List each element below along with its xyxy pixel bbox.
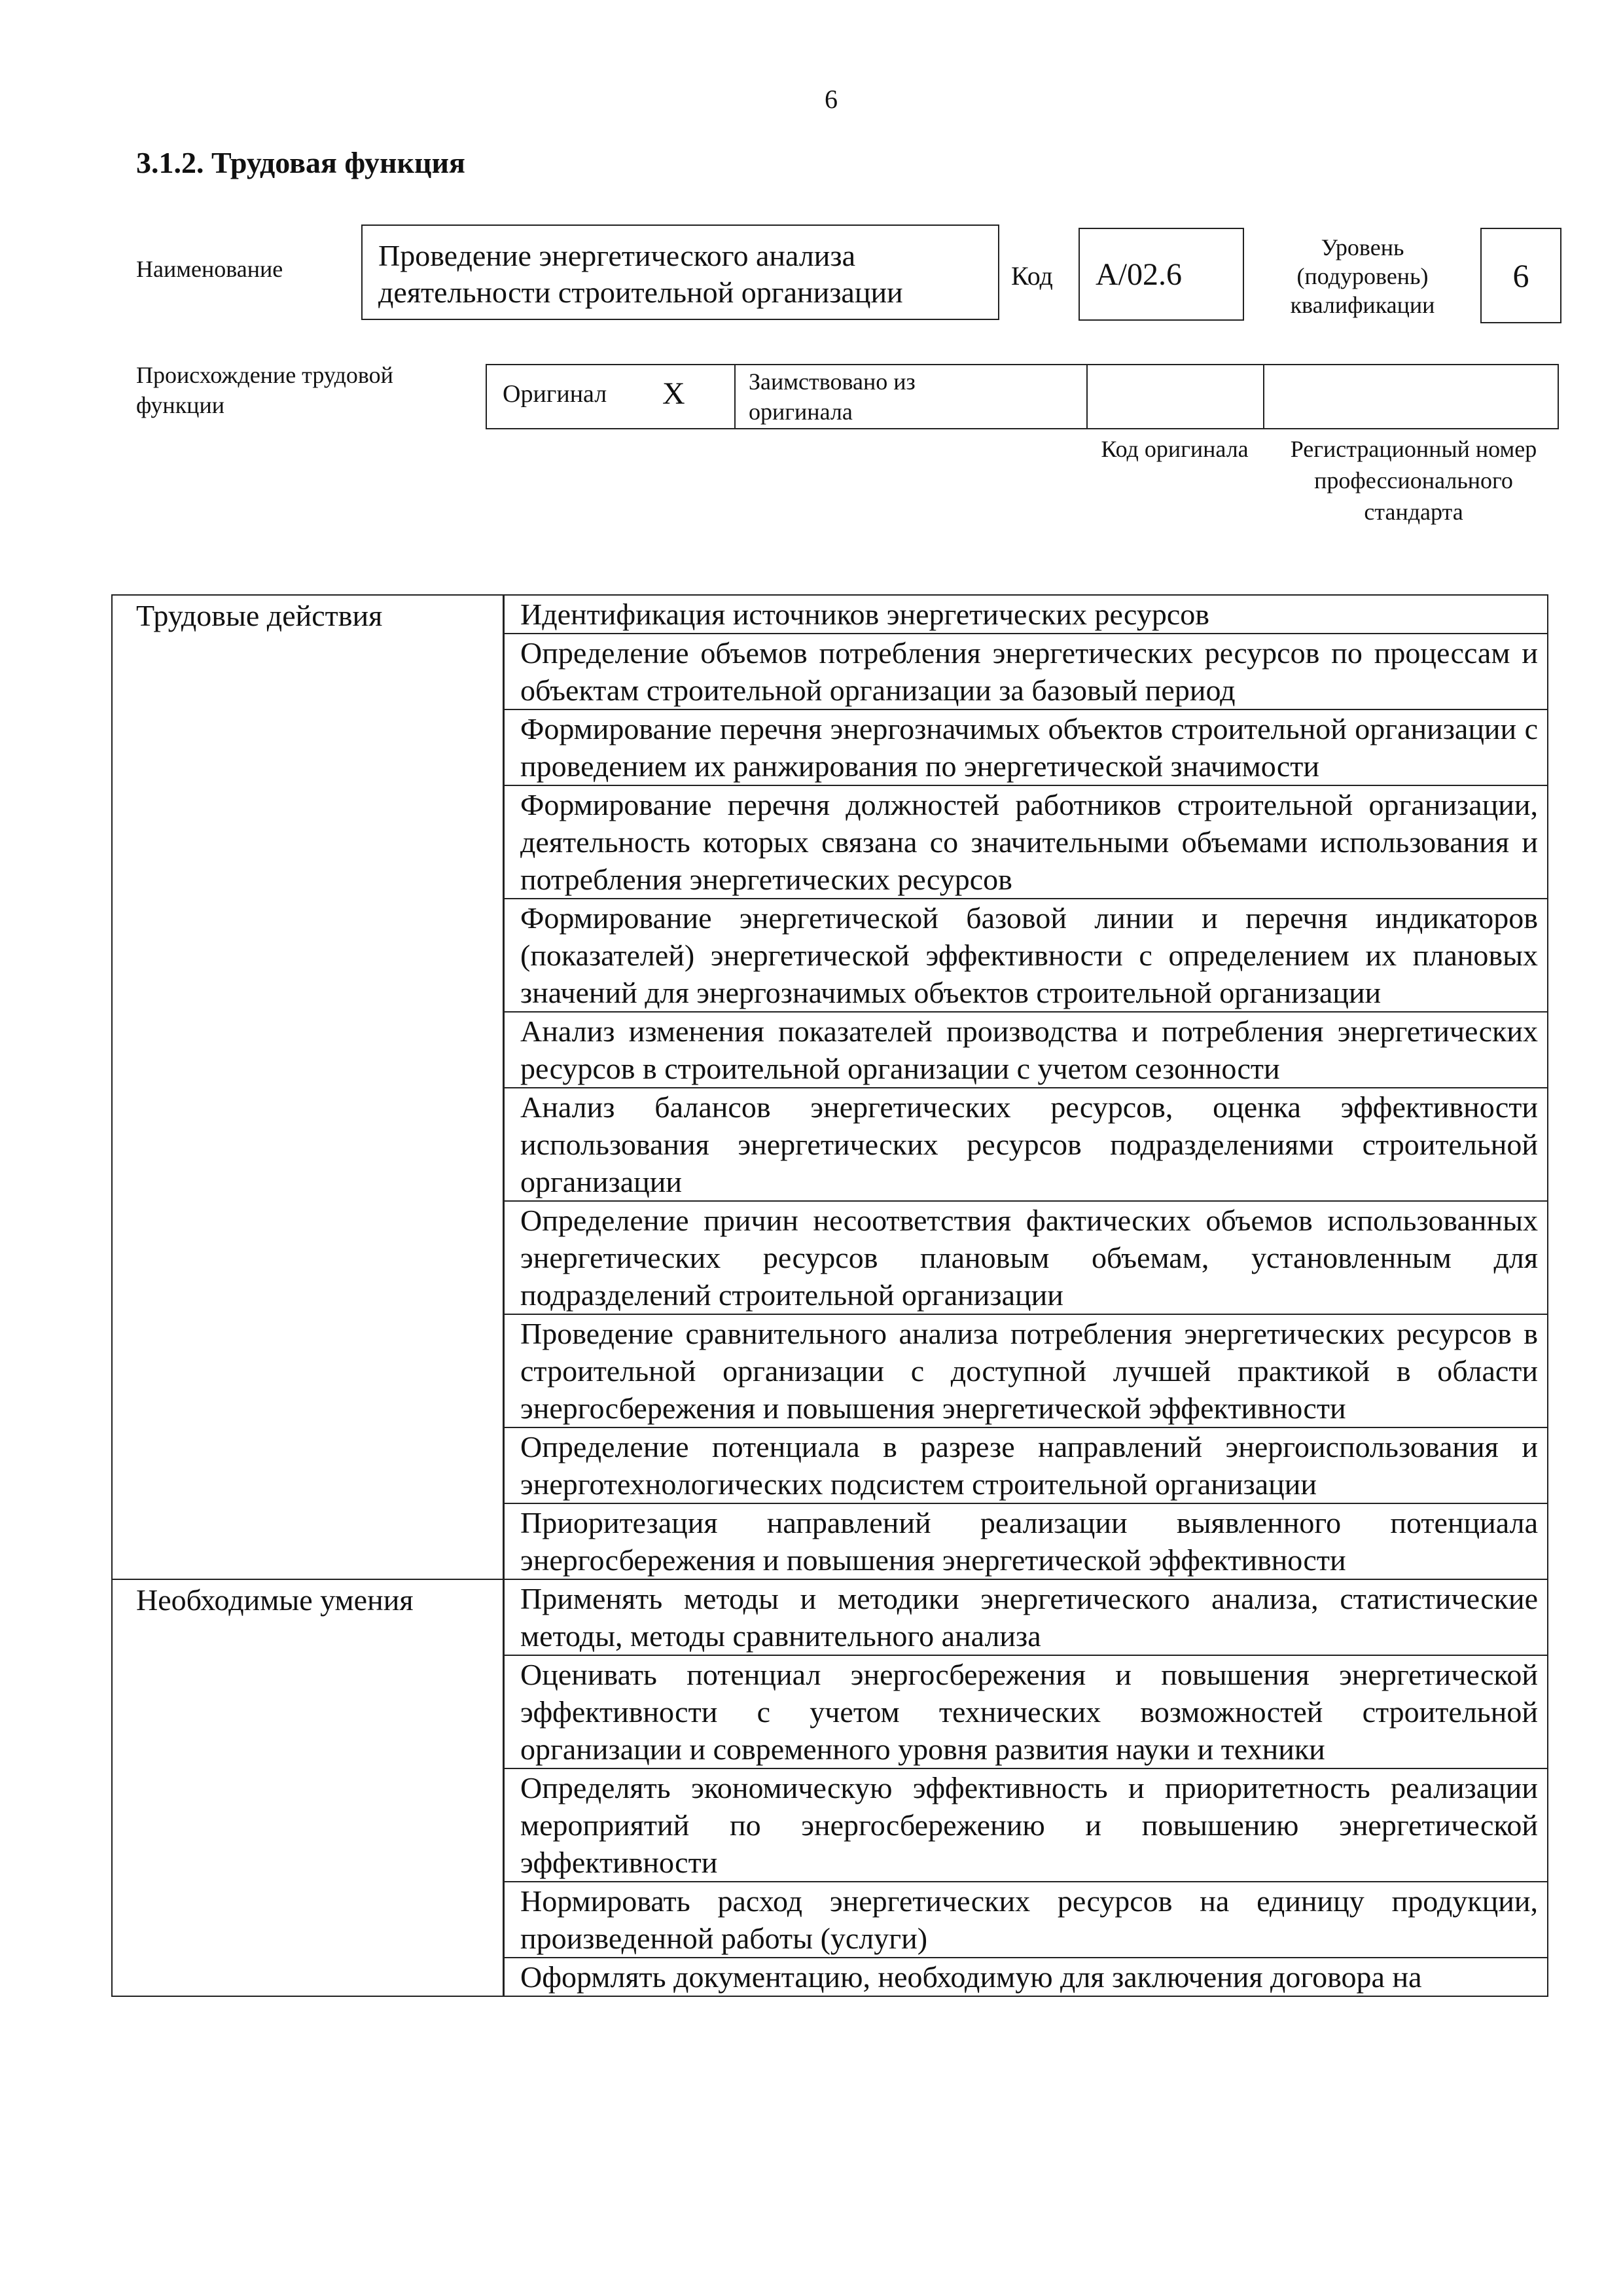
labor-action-item: Формирование энергетической базовой линии и перечня индикаторов (показателей) энергетической эффективности с определением их плановых значений для энергозначимых объектов строительной организации [504, 899, 1548, 1012]
skill-item: Определять экономическую эффективность и приоритетность реализации мероприятий по энергосбережению и повышению энергетической эффективности [504, 1768, 1548, 1882]
labor-action-item: Проведение сравнительного анализа потребления энергетических ресурсов в строительной организации с доступной лучшей практикой в области энергосбережения и повышения энергетической эффективности [504, 1314, 1548, 1427]
labor-action-item: Анализ изменения показателей производства и потребления энергетических ресурсов в строительной организации с учетом сезонности [504, 1012, 1548, 1088]
labor-action-item: Определение причин несоответствия фактических объемов использованных энергетических ресурсов плановым объемам, установленным для подразделений строительной организации [504, 1201, 1548, 1314]
borrowed-cell [736, 365, 1088, 428]
skill-item: Применять методы и методики энергетического анализа, статистические методы, методы сравнительного анализа [504, 1579, 1548, 1655]
table-row [112, 595, 1548, 634]
function-name-box: Проведение энергетического анализа деятельности строительной организации [361, 224, 999, 320]
name-label: Наименование [136, 256, 283, 282]
original-mark: X [662, 376, 685, 411]
skill-category-label: Необходимые умения [112, 1579, 504, 1996]
code-value-box: А/02.6 [1079, 228, 1244, 321]
origin-table [486, 364, 1559, 429]
original-code-caption: Код оригинала [1101, 436, 1249, 462]
code-label: Код [1011, 261, 1053, 291]
labor-action-item: Приоритезация направлений реализации выявленного потенциала энергосбережения и повышения энергетической эффективности [504, 1503, 1548, 1579]
original-cell [487, 365, 736, 428]
skill-item: Оформлять документацию, необходимую для заключения договора на [504, 1958, 1548, 1996]
original-label: Оригинал [503, 380, 607, 408]
origin-label: Происхождение трудовой функции [136, 362, 393, 418]
borrowed-label: Заимствовано из оригинала [749, 368, 916, 425]
section-title: 3.1.2. Трудовая функция [136, 146, 465, 179]
registration-caption: Регистрационный номер профессионального стандарта [1290, 436, 1537, 525]
labor-action-item: Определение потенциала в разрезе направлений энергоиспользования и энерготехнологических подсистем строительной организации [504, 1427, 1548, 1503]
page-number: 6 [825, 84, 838, 114]
labor-function-table [111, 594, 1548, 1997]
level-label-line1: Уровень [1321, 234, 1404, 260]
labor-action-item: Определение объемов потребления энергетических ресурсов по процессам и объектам строительной организации за базовый период [504, 634, 1548, 709]
labor-action-item: Анализ балансов энергетических ресурсов, оценка эффективности использования энергетических ресурсов подразделениями строительной организации [504, 1088, 1548, 1201]
original-code-cell [1088, 365, 1264, 428]
level-label-line3: квалификации [1290, 292, 1435, 318]
labor-action-item: Формирование перечня должностей работников строительной организации, деятельность которых связана со значительными объемами использования и потребления энергетических ресурсов [504, 785, 1548, 899]
table-row [112, 1579, 1548, 1655]
labor-action-category-label: Трудовые действия [112, 595, 504, 1579]
labor-action-item: Формирование перечня энергозначимых объектов строительной организации с проведением их ранжирования по энергетической значимости [504, 709, 1548, 785]
labor-action-item: Идентификация источников энергетических ресурсов [504, 595, 1548, 634]
level-value-box: 6 [1480, 228, 1561, 323]
skill-item: Нормировать расход энергетических ресурсов на единицу продукции, произведенной работы (услуги) [504, 1882, 1548, 1958]
level-label [1251, 233, 1474, 319]
level-label-line2: (подуровень) [1296, 263, 1429, 289]
skill-item: Оценивать потенциал энергосбережения и повышения энергетической эффективности с учетом технических возможностей строительной организации и современного уровня развития науки и техники [504, 1655, 1548, 1768]
